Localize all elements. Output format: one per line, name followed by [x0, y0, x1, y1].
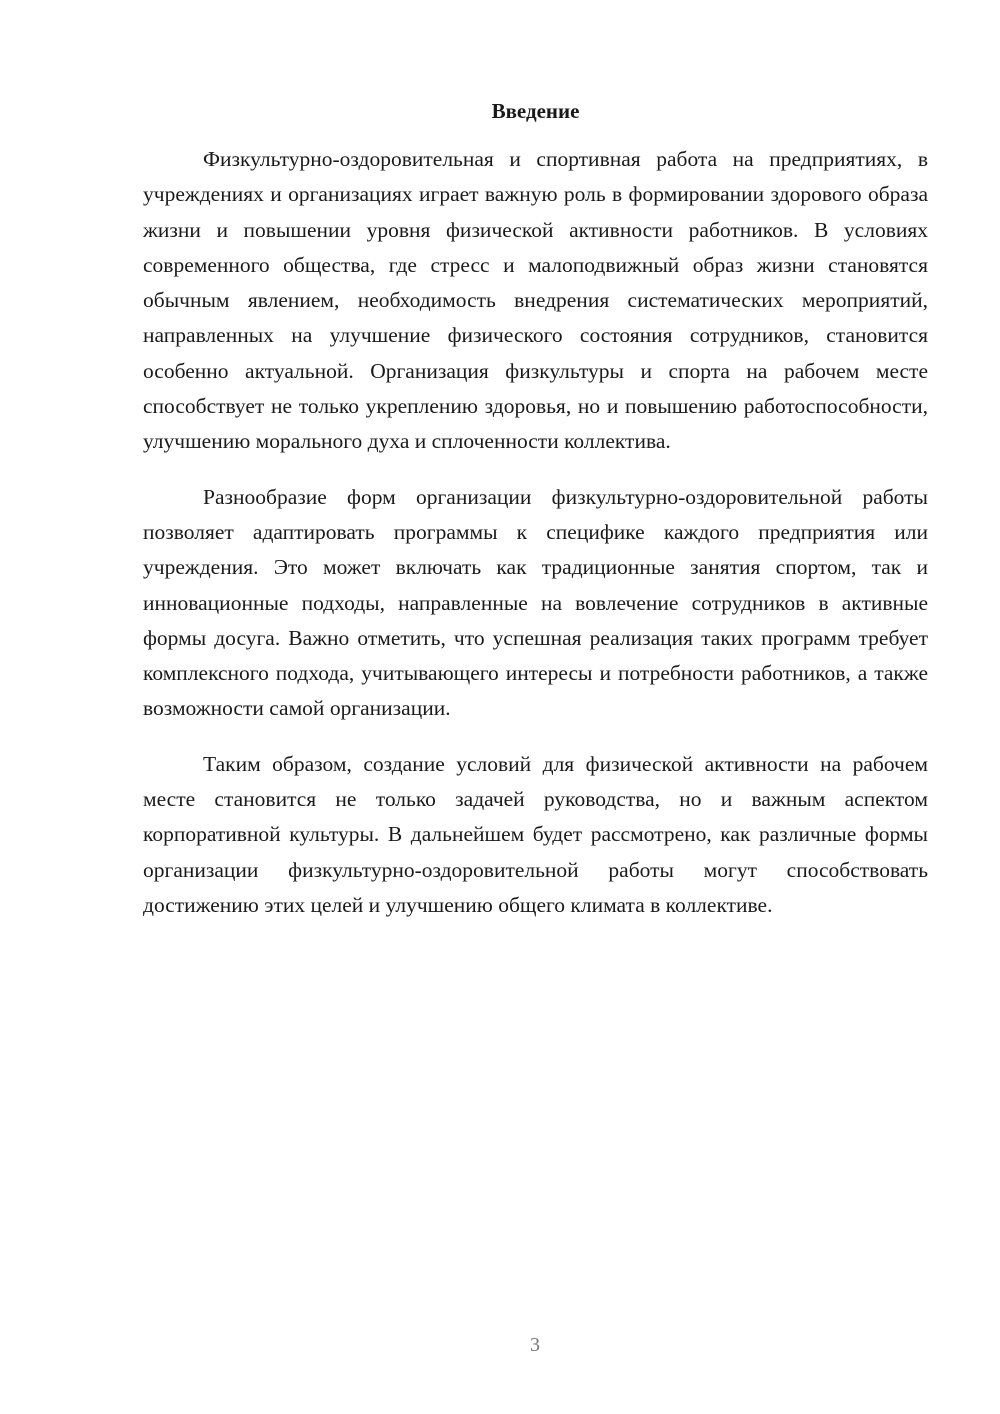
- section-title: Введение: [491, 99, 580, 123]
- paragraph-3: Таким образом, создание условий для физической активности на рабочем месте становится не только задачей руководства, но и важным аспектом корпоративной культуры. В дальнейшем будет рассмотрено, как различные формы организации физкультурно-оздоровительной работы могут способствовать достижению этих целей и улучшению общего климата в коллективе.: [143, 751, 928, 917]
- body-text: [143, 142, 928, 943]
- page-number: 3: [530, 1334, 540, 1356]
- paragraph-2: Разнообразие форм организации физкультурно-оздоровительной работы позволяет адаптировать программы к специфике каждого предприятия или учреждения. Это может включать как традиционные занятия спортом, так и инновационные подходы, направленные на вовлечение сотрудников в активные формы досуга. Важно отметить, что успешная реализация таких программ требует комплексного подхода, учитывающего интересы и потребности работников, а также возможности самой организации.: [143, 484, 928, 721]
- paragraph-1: Физкультурно-оздоровительная и спортивная работа на предприятиях, в учреждениях и организациях играет важную роль в формировании здорового образа жизни и повышении уровня физической активности работников. В условиях современного общества, где стресс и малоподвижный образ жизни становятся обычным явлением, необходимость внедрения систематических мероприятий, направленных на улучшение физического состояния сотрудников, становится особенно актуальной. Организация физкультуры и спорта на рабочем месте способствует не только укреплению здоровья, но и повышению работоспособности, улучшению морального духа и сплоченности коллектива.: [143, 147, 928, 454]
